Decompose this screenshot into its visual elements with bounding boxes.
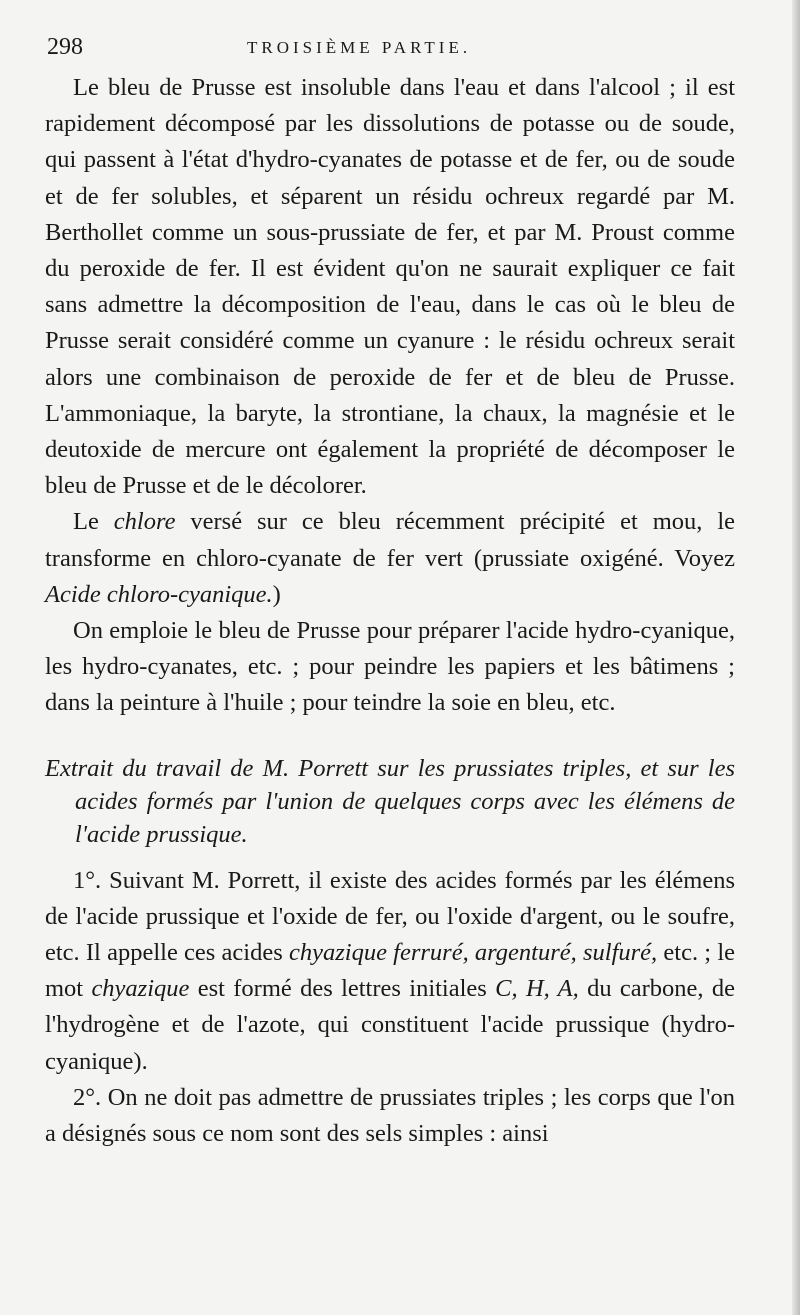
page-number: 298 bbox=[47, 34, 83, 60]
section-heading: Extrait du travail de M. Porrett sur les prussiates triples, et sur les acides formés par l'union de quelques corps avec les élémens de l'acide prussique. bbox=[45, 754, 735, 848]
italic-initials: C, H, A, bbox=[495, 975, 579, 1003]
text-span: 1°. Suivant M. Porrett, il existe des acides formés par les élémens de l'acide prussique et l'oxide de fer, ou l'oxide d'argent, ou le soufre, etc. Il appelle ces acides bbox=[45, 866, 735, 967]
paragraph-porrett-1 bbox=[45, 863, 735, 1080]
paragraph-chlore bbox=[45, 504, 735, 613]
running-title: TROISIÈME PARTIE. bbox=[247, 38, 472, 57]
italic-cross-reference: Acide chloro-cyanique. bbox=[45, 580, 273, 608]
text-span: Le bbox=[73, 508, 114, 536]
paragraph-porrett-2: 2°. On ne doit pas admettre de prussiates triples ; les corps que l'on a désignés sous ce nom sont des sels simples : ainsi bbox=[45, 1083, 735, 1148]
italic-chyazique: chyazique bbox=[91, 975, 190, 1003]
text-span: du carbone, de l'hydrogène et de l'azote, qui constituent l'acide prussique (hydro-cyanique). bbox=[45, 975, 735, 1075]
page-edge-shadow bbox=[792, 0, 800, 1315]
paragraph-emploi: On emploie le bleu de Prusse pour préparer l'acide hydro-cyanique, les hydro-cyanates, etc. ; pour peindre les papiers et les bâtimens ; dans la peinture à l'huile ; pour teindre la soie en bleu, etc. bbox=[45, 617, 735, 717]
heading-spacer bbox=[45, 851, 735, 863]
italic-acid-names: chyazique ferruré, argenturé, sulfuré, bbox=[288, 939, 658, 967]
italic-chlore: chlore bbox=[113, 508, 176, 536]
page-body bbox=[45, 70, 735, 1152]
text-span: ) bbox=[272, 580, 281, 608]
text-span: versé sur ce bleu récemment précipité et mou, le transforme en chloro-cyanate de fer vert (prussiate oxigéné. Voyez bbox=[45, 508, 736, 572]
page-header bbox=[47, 34, 737, 62]
paragraph-bleu-de-prusse: Le bleu de Prusse est insoluble dans l'eau et dans l'alcool ; il est rapidement décomposé par les dissolutions de potasse ou de soude, qui passent à l'état d'hydro-cyanates de potasse et de fer, ou de soude et de fer solubles, et séparent un résidu ochreux regardé par M. Berthollet comme un sous-prussiate de fer, et par M. Proust comme du peroxide de fer. Il est évident qu'on ne saurait expliquer ce fait sans admettre la décomposition de l'eau, dans le cas où le bleu de Prusse serait considéré comme un cyanure : le résidu ochreux serait alors une combinaison de peroxide de fer et de bleu de Prusse. L'ammoniaque, la baryte, la strontiane, la chaux, la magnésie et le deutoxide de mercure ont également la propriété de décomposer le bleu de Prusse et de le décolorer. bbox=[45, 74, 735, 500]
text-span: etc. ; le mot bbox=[45, 939, 735, 1003]
text-span: est formé des lettres initiales bbox=[189, 975, 496, 1003]
